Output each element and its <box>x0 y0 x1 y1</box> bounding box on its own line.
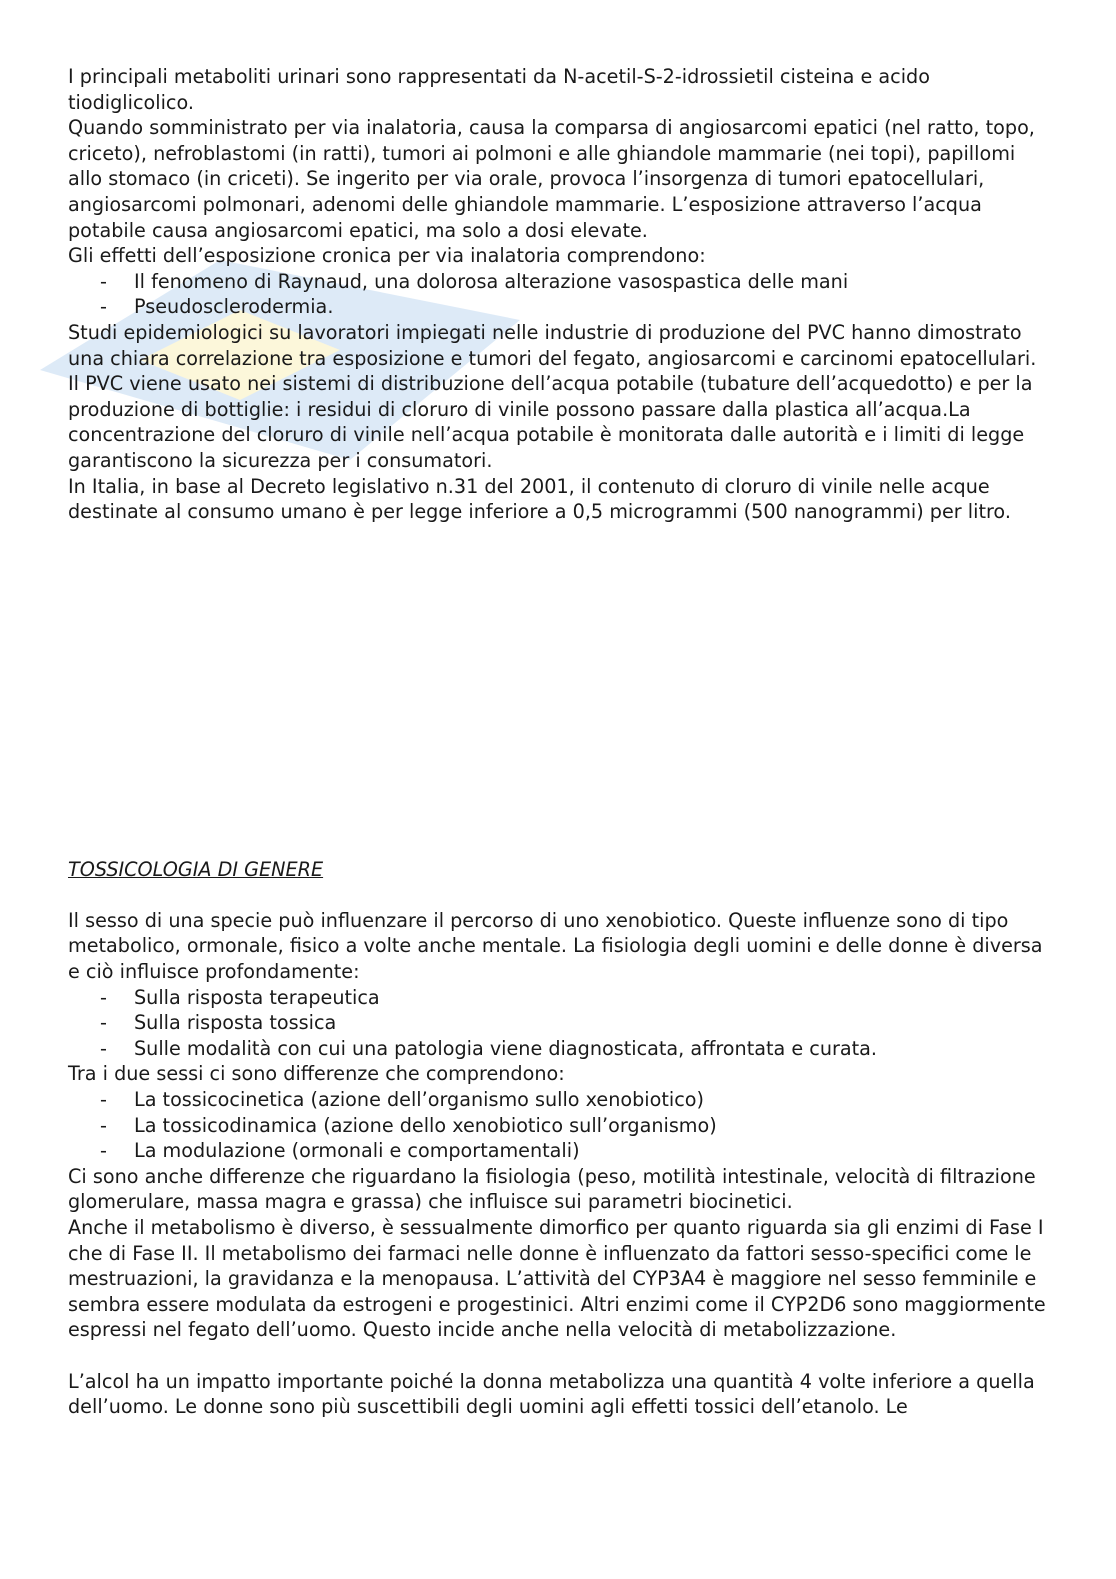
list-marker: - <box>100 985 107 1009</box>
list-item: - Sulle modalità con cui una patologia viene diagnosticata, affrontata e curata. <box>100 1036 878 1060</box>
list-item: - La modulazione (ormonali e comportamentali) <box>100 1139 580 1163</box>
list-marker: - <box>100 269 107 293</box>
list-marker: - <box>100 295 107 319</box>
list-item: - La tossicocinetica (azione dell’organismo sullo xenobiotico) <box>100 1088 704 1112</box>
paragraph-alcol: L’alcol ha un impatto importante poiché la donna metabolizza una quantità 4 volte inferiore a quella dell’uomo. Le donne sono più suscettibili degli uomini agli effetti tossici dell’etanolo. Le <box>68 1369 1035 1419</box>
blank-line <box>68 1343 1053 1369</box>
list-marker: - <box>100 1113 107 1137</box>
paragraph-differenze: Tra i due sessi ci sono differenze che comprendono: <box>68 1062 565 1086</box>
paragraph-metaboliti: I principali metaboliti urinari sono rappresentati da N-acetil-S-2-idrossietil cisteina e acido tiodiglicolico. <box>68 65 930 114</box>
list-marker: - <box>100 1011 107 1035</box>
paragraph-inalatoria: Quando somministrato per via inalatoria, causa la comparsa di angiosarcomi epatici (nel ratto, topo, criceto), nefroblastomi (in ratti), tumori ai polmoni e alle ghiandole mammarie (nei topi), papillomi allo stomaco (in criceti). Se ingerito per via orale, provoca l’insorgenza di tumori epatocellulari, angiosarcomi polmonari, adenomi delle ghiandole mammarie. L’esposizione attraverso l’acqua potabile causa angiosarcomi epatici, ma solo a dosi elevate. <box>68 116 1035 242</box>
blank-line <box>68 882 1053 908</box>
list-item: - Pseudosclerodermia. <box>100 295 334 319</box>
paragraph-effetti-cronici: Gli effetti dell’esposizione cronica per via inalatoria comprendono: <box>68 244 706 268</box>
list-effetti-cronici <box>68 269 1053 320</box>
paragraph-sesso: Il sesso di una specie può influenzare il percorso di uno xenobiotico. Queste influenze sono di tipo metabolico, ormonale, fisico a volte anche mentale. La fisiologia degli uomini e delle donne è diversa e ciò influisce profondamente: <box>68 908 1043 984</box>
document-page <box>68 64 1053 1420</box>
paragraph-decreto: In Italia, in base al Decreto legislativo n.31 del 2001, il contenuto di cloruro di vinile nelle acque destinate al consumo umano è per legge inferiore a 0,5 microgrammi (500 nanogrammi) per litro. <box>68 474 1011 524</box>
section-heading: TOSSICOLOGIA DI GENERE <box>68 857 324 881</box>
list-item: - La tossicodinamica (azione dello xenobiotico sull’organismo) <box>100 1113 717 1137</box>
list-marker: - <box>100 1088 107 1112</box>
paragraph-studi-pvc: Studi epidemiologici su lavoratori impiegati nelle industrie di produzione del PVC hanno dimostrato una chiara correlazione tra esposizione e tumori del fegato, angiosarcomi e carcinomi epatocellulari. Il PVC viene usato nei sistemi di distribuzione dell’acqua potabile (tubature dell’acquedotto) e per la produzione di bottiglie: i residui di cloruro di vinile possono passare dalla plastica all’acqua.La concentrazione del cloruro di vinile nell’acqua potabile è monitorata dalle autorità e i limiti di legge garantiscono la sicurezza per i consumatori. <box>68 320 1037 472</box>
paragraph-metabolismo: Anche il metabolismo è diverso, è sessualmente dimorfico per quanto riguarda sia gli enzimi di Fase I che di Fase II. Il metabolismo dei farmaci nelle donne è influenzato da fattori sesso-specifici come le mestruazioni, la gravidanza e la menopausa. L’attività del CYP3A4 è maggiore nel sesso femminile e sembra essere modulata da estrogeni e progestinici. Altri enzimi come il CYP2D6 sono maggiormente espressi nel fegato dell’uomo. Questo incide anche nella velocità di metabolizzazione. <box>68 1216 1046 1342</box>
list-item: - Sulla risposta tossica <box>100 1011 337 1035</box>
list-item: - Sulla risposta terapeutica <box>100 985 380 1009</box>
list-marker: - <box>100 1036 107 1060</box>
blank-space <box>68 525 1053 857</box>
list-marker: - <box>100 1139 107 1163</box>
list-influenze <box>68 985 1053 1062</box>
list-item: - Il fenomeno di Raynaud, una dolorosa alterazione vasospastica delle mani <box>100 269 849 293</box>
paragraph-fisiologia: Ci sono anche differenze che riguardano la fisiologia (peso, motilità intestinale, velocità di filtrazione glomerulare, massa magra e grassa) che influisce sui parametri biocinetici. <box>68 1164 1036 1214</box>
list-differenze <box>68 1087 1053 1164</box>
